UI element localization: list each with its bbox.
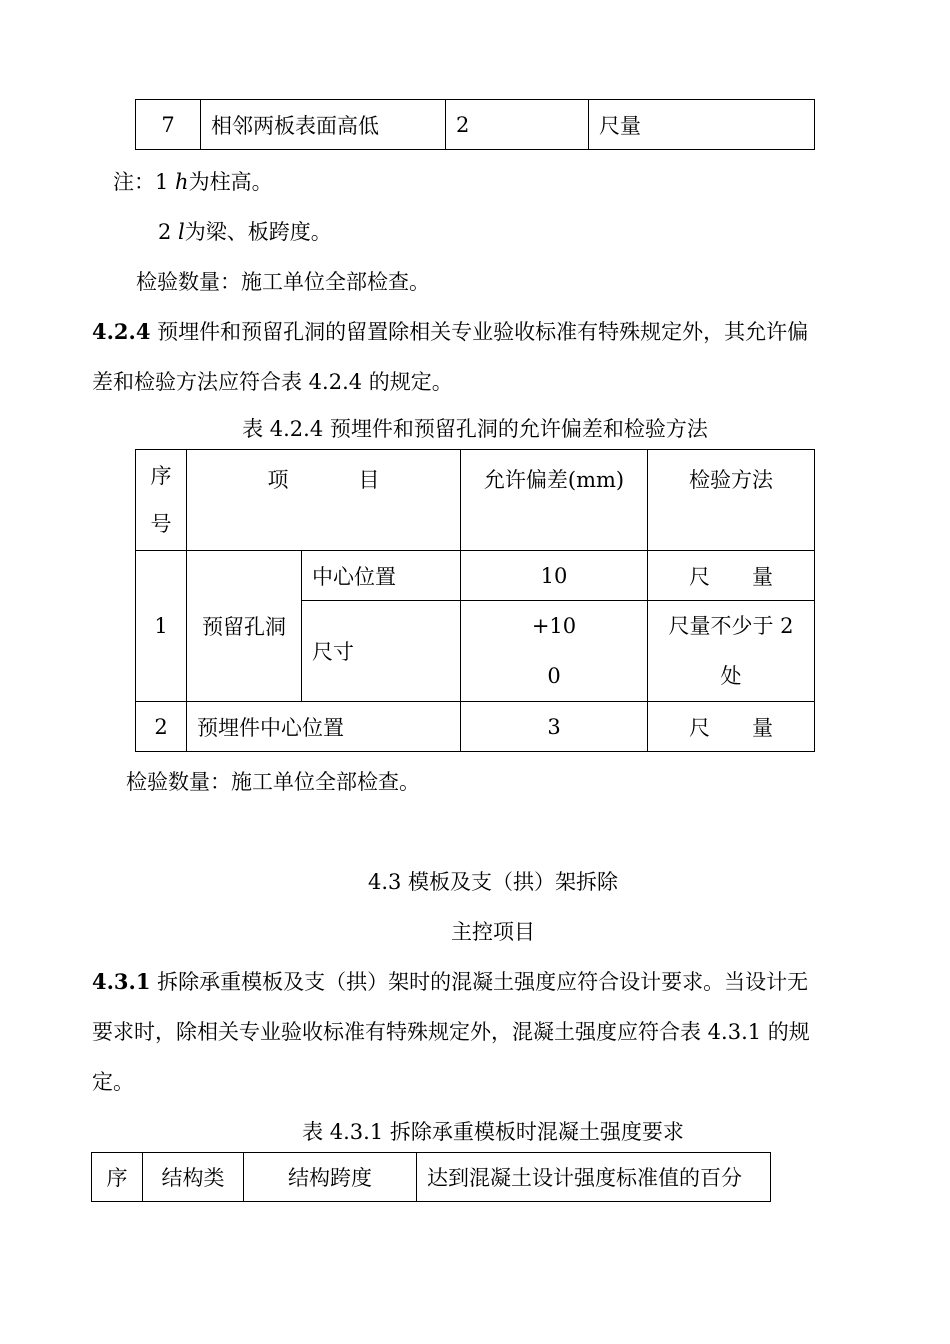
header-structure-type: 结构类	[143, 1153, 244, 1202]
cell-tolerance: 2	[446, 100, 589, 150]
clause-424-line1: 4.2.4 预埋件和预留孔洞的留置除相关专业验收标准有特殊规定外，其允许偏	[92, 319, 809, 344]
table-header-row	[136, 450, 815, 551]
cell-tolerance: 3	[461, 702, 648, 752]
inspection-quantity-1: 检验数量：施工单位全部检查。	[136, 270, 430, 294]
clause-431-number: 4.3.1	[92, 969, 151, 994]
note-2: 2 l为梁、板跨度。	[158, 220, 332, 244]
header-seq: 序	[92, 1153, 143, 1202]
header-method: 检验方法	[648, 450, 815, 551]
clause-431-line2: 要求时，除相关专业验收标准有特殊规定外，混凝土强度应符合表 4.3.1 的规	[92, 1020, 810, 1044]
top-table	[135, 99, 815, 150]
clause-431-line1: 4.3.1 拆除承重模板及支（拱）架时的混凝土强度应符合设计要求。当设计无	[92, 969, 809, 994]
table-424	[135, 449, 815, 752]
section-title: 4.3 模板及支（拱）架拆除	[367, 870, 619, 894]
table-row	[136, 551, 815, 601]
note-1-var: h	[175, 170, 189, 194]
cell-method: 尺量不少于 2 处	[648, 601, 815, 702]
cell-item: 相邻两板表面高低	[201, 100, 446, 150]
clause-424-line2: 差和检验方法应符合表 4.2.4 的规定。	[92, 370, 453, 394]
table-row	[136, 702, 815, 752]
header-span: 结构跨度	[244, 1153, 417, 1202]
cell-tolerance: +10 0	[461, 601, 648, 702]
cell-seq: 7	[136, 100, 201, 150]
cell-method: 尺 量	[648, 551, 815, 601]
header-tolerance: 允许偏差(mm)	[461, 450, 648, 551]
cell-sub: 中心位置	[302, 551, 461, 601]
cell-group: 预留孔洞	[187, 551, 302, 702]
cell-tolerance: 10	[461, 551, 648, 601]
cell-method: 尺量	[589, 100, 815, 150]
table-431	[91, 1152, 771, 1202]
inspection-quantity-2: 检验数量：施工单位全部检查。	[126, 770, 420, 794]
clause-431-line3: 定。	[92, 1070, 134, 1094]
header-seq: 序 号	[136, 450, 187, 551]
cell-method: 尺 量	[648, 702, 815, 752]
cell-seq: 1	[136, 551, 187, 702]
cell-sub: 尺寸	[302, 601, 461, 702]
header-percent: 达到混凝土设计强度标准值的百分	[417, 1153, 771, 1202]
table-header-row	[92, 1153, 771, 1202]
table-424-caption: 表 4.2.4 预埋件和预留孔洞的允许偏差和检验方法	[242, 417, 708, 441]
note-1: 注：1 h为柱高。	[113, 170, 273, 194]
table-row	[136, 100, 815, 150]
note-2-var: l	[178, 220, 185, 244]
cell-item: 预埋件中心位置	[187, 702, 461, 752]
section-subtitle: 主控项目	[451, 920, 535, 944]
table-431-caption: 表 4.3.1 拆除承重模板时混凝土强度要求	[302, 1120, 684, 1144]
header-item: 项 目	[187, 450, 461, 551]
cell-seq: 2	[136, 702, 187, 752]
clause-424-number: 4.2.4	[92, 319, 151, 344]
